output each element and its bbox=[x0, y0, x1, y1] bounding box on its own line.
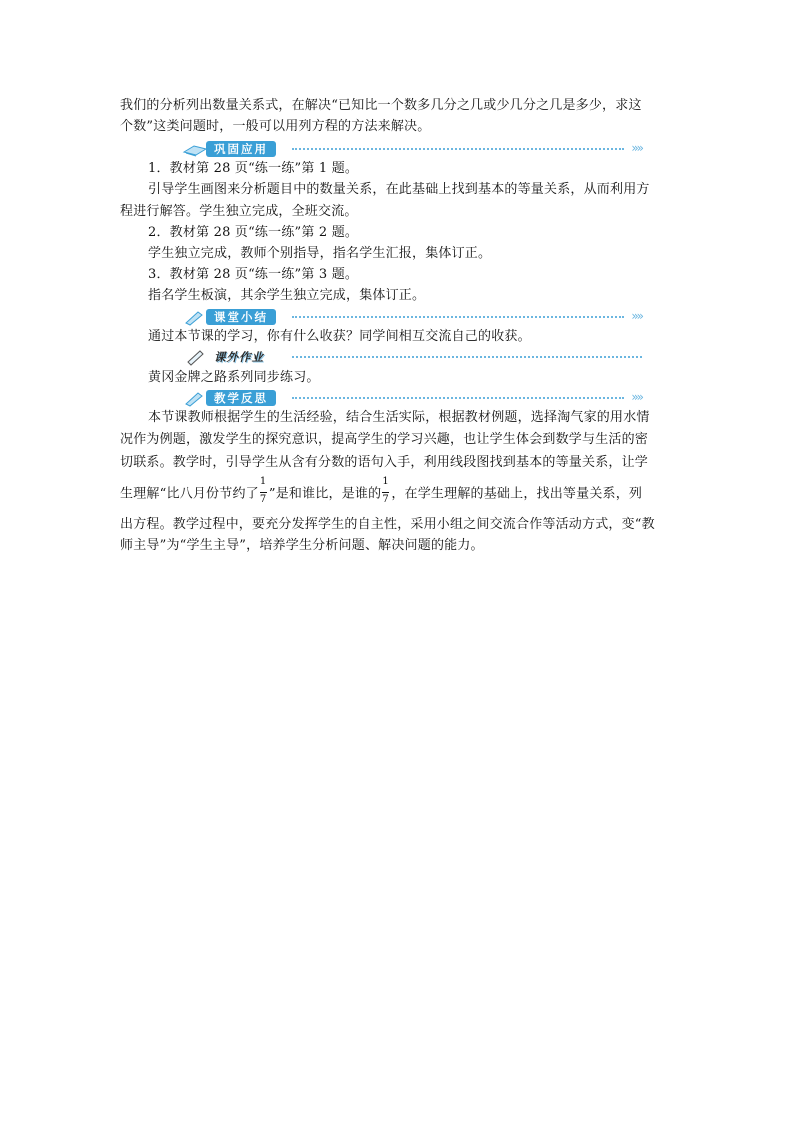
reflection-line-5: 出方程。教学过程中，要充分发挥学生的自主性，采用小组之间交流合作等活动方式，变“教 bbox=[120, 517, 655, 532]
section-header-summary bbox=[182, 308, 642, 326]
double-arrow-icon: »» bbox=[631, 390, 642, 404]
section-title: 课外作业 bbox=[214, 350, 264, 364]
section-title: 课堂小结 bbox=[206, 309, 276, 325]
reflection-line-1: 本节课教师根据学生的生活经验，结合生活实际，根据教材例题，选择淘气家的用水情 bbox=[148, 410, 650, 425]
reflection-line-4 bbox=[120, 476, 643, 505]
reflection-line-3: 切联系。教学时，引导学生从含有分数的语句入手，利用线段图找到基本的等量关系，让学 bbox=[120, 455, 649, 470]
consolidate-item-2-desc: 学生独立完成，教师个别指导，指名学生汇报，集体订正。 bbox=[148, 246, 492, 261]
consolidate-item-3-desc: 指名学生板演，其余学生独立完成，集体订正。 bbox=[148, 288, 426, 303]
section-header-consolidate bbox=[182, 140, 642, 158]
summary-text: 通过本节课的学习，你有什么收获？同学间相互交流自己的收获。 bbox=[148, 329, 531, 344]
dotted-divider bbox=[292, 397, 624, 399]
section-header-homework bbox=[182, 348, 642, 366]
consolidate-item-2: 2．教材第 28 页“练一练”第 2 题。 bbox=[148, 225, 359, 240]
consolidate-item-1: 1．教材第 28 页“练一练”第 1 题。 bbox=[148, 161, 359, 176]
consolidate-item-1-desc-1: 引导学生画图来分析题目中的数量关系，在此基础上找到基本的等量关系，从而利用方 bbox=[148, 182, 650, 197]
intro-line-2: 个数”这类问题时，一般可以用列方程的方法来解决。 bbox=[120, 119, 431, 134]
reflection-line-2: 况作为例题，激发学生的探究意识，提高学生的学习兴趣，也让学生体会到数学与生活的密 bbox=[120, 432, 649, 447]
consolidate-item-1-desc-2: 程进行解答。学生独立完成，全班交流。 bbox=[120, 204, 358, 219]
section-title: 教学反思 bbox=[206, 390, 276, 406]
fraction-one-seventh: $\frac{1}{7}$ bbox=[259, 476, 267, 505]
dotted-divider bbox=[292, 316, 624, 318]
reflection-line-4-part-a: 生理解“比八月份节约了 bbox=[120, 486, 259, 502]
reflection-line-4-part-b: ”是和谁比，是谁的 bbox=[268, 486, 382, 502]
fraction-one-seventh: $\frac{1}{7}$ bbox=[382, 476, 389, 505]
section-header-reflection bbox=[182, 389, 642, 407]
double-arrow-icon: »» bbox=[631, 141, 642, 155]
homework-text: 黄冈金牌之路系列同步练习。 bbox=[148, 370, 320, 385]
consolidate-item-3: 3．教材第 28 页“练一练”第 3 题。 bbox=[148, 267, 359, 282]
section-title: 巩固应用 bbox=[206, 141, 276, 157]
dotted-divider bbox=[292, 148, 624, 150]
intro-line-1: 我们的分析列出数量关系式，在解决“已知比一个数多几分之几或少几分之几是多少，求这 bbox=[120, 98, 642, 113]
reflection-line-6: 师主导”为“学生主导”，培养学生分析问题、解决问题的能力。 bbox=[120, 538, 484, 553]
reflection-line-4-part-c: ，在学生理解的基础上，找出等量关系，列 bbox=[391, 486, 643, 502]
double-arrow-icon: »» bbox=[631, 309, 642, 323]
dotted-divider bbox=[292, 356, 642, 358]
